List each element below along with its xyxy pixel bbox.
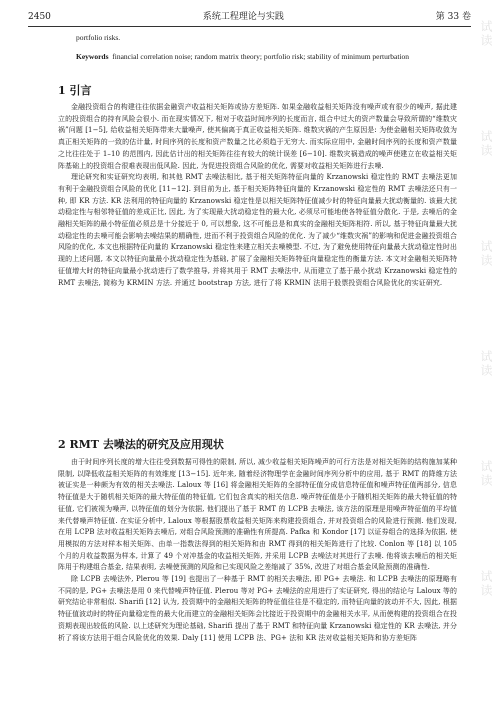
section-2-title: 2 RMT 去噪法的研究及应用现状	[58, 438, 224, 451]
paragraph: 除 LCPB 去噪法外, Plerou 等 [19] 也提出了一种基于 RMT 的相关去噪法, 即 PG+ 去噪法. 和 LCPB 去噪法的原理略有不同的是, PG+ 去噪法是用 0 来代替噪声特征值. Plerou 等对 PG+ 去噪法的应用进行了实证研究, 得出的结论与 Laloux 等的研究结论非常相似. Sharifi [12] 认为, 投资期中的金融相关矩阵的特征值往往是不稳定的, 而特征向量的波动并不大, 因此, 根据特征值波动时的特征向量稳定性的最大化而建立的金融相关矩阵会比接近于投资期中的金融相关水平, 从而使构建的投资组合在投资期表现出较低的风险. 以上述研究为理论基础, Sharifi 提出了基于 RMT 和特征向量 Krzanowski 稳定性的 KR 去噪法, 并分析了将该方法用于组合风险优化的效果. Daly [11] 使用 LCPB 法、PG+ 法和 KR 法对收益相关矩阵和协方差矩阵	[58, 575, 457, 642]
volume-label: 第 33 卷	[435, 12, 471, 22]
watermark: 试读	[479, 460, 493, 488]
section-1-title: 1 引言	[58, 84, 92, 97]
watermark: 试读	[479, 570, 493, 598]
section-2-body	[58, 457, 457, 644]
watermark: 试读	[479, 20, 493, 48]
abstract-tail: portfolio risks.	[76, 33, 121, 42]
watermark: 试读	[479, 240, 493, 268]
keywords-label: Keywords	[76, 52, 109, 61]
page-number: 2450	[28, 12, 51, 22]
section-1-body	[58, 102, 457, 289]
watermark: 试读	[479, 130, 493, 158]
paragraph: 金融投资组合的构建往往依据金融资产收益相关矩阵或协方差矩阵. 如果金融收益相关矩阵没有噪声或有很少的噪声, 据此建立的投资组合的持有风险会很小. 而在现实情况下, 相对于收益时间序列的长度而言, 组合中过大的资产数量会导致所谓的“维数灾祸”问题 [1−5], 给收益相关矩阵带来大量噪声, 使其偏离于真正收益相关矩阵. 维数灾祸的产生原因是: 为使金融相关矩阵收敛为真正相关矩阵的一致的估计量, 时间序列的长度和资产数量之比必须趋于无穷大. 而实际应用中, 金融时间序列的长度和资产数量之比往往处于 1–10 的范围内, 因此估计出的相关矩阵往往有较大的统计误差 [6−10]. 维数灾祸造成的噪声使建立在收益相关矩阵基础上的投资组合很难表现出低风险. 因此, 为促进投资组合风险的优化, 需要对收益相关矩阵进行去噪.	[58, 103, 457, 170]
journal-title: 系统工程理论与实践	[202, 12, 284, 22]
paragraph: 由于时间序列长度的增大往往受到数据可得性的限制, 所以, 减少收益相关矩阵噪声的可行方法是对相关矩阵的结构施加某种限制, 以降低收益相关矩阵的有效维度 [13−15]. 近年来, 随着经济物理学在金融时间序列分析中的应用, 基于 RMT 的降维方法被证实是一种颇为有效的相关去噪法. Laloux 等 [16] 将金融相关矩阵的全部特征值分成信息特征值和噪声特征值两部分, 信息特征值是大于随机相关矩阵的最大特征值的特征值, 它们包含真实的相关信息. 噪声特征值是小于随机相关矩阵的最大特征值的特征值, 它们被视为噪声, 以特征值的划分为依据, 他们提出了基于 RMT 的 LCPB 去噪法, 该方法的原理是用噪声特征值的平均值来代替噪声特征值. 在实证分析中, Laloux 等根据股票收益相关矩阵来构建投资组合, 并对投资组合的风险进行预测. 他们发现, 在用 LCPB 法对收益相关矩阵去噪后, 对组合风险预测的准确性有所提高. Pafka 和 Kondor [17] 以证券组合的选择为依据, 使用模拟的方法对样本相关矩阵、由单一指数法得到的相关矩阵和由 RMT 得到的相关矩阵进行了比较. Conlon 等 [18] 以 105 个月的月收益数据为样本, 计算了 49 个对冲基金的收益相关矩阵, 并采用 LCPB 去噪法对其进行了去噪. 他将该去噪后的相关矩阵用于构建组合基金, 结果表明, 去噪使预测的风险和已实现风险之差缩减了 35%, 改进了对组合基金风险预测的准确性.	[58, 458, 457, 572]
watermark: 试读	[479, 350, 493, 378]
keywords-text: financial correlation noise; random matrix theory; portfolio risk; stability of minimum perturbation	[112, 52, 410, 61]
header-rule	[28, 26, 471, 27]
keywords	[76, 52, 439, 62]
paragraph: 理论研究和实证研究均表明, 和其他 RMT 去噪法相比, 基于相关矩阵特征向量的 Krzanowski 稳定性的 RMT 去噪法更加有利于金融投资组合风险的优化 [11−12]. 到目前为止, 基于相关矩阵特征向量的 Krzanowski 稳定性的 RMT 去噪法还只有一种, 即 KR 方法. KR 法利用的特征向量的 Krzanowski 稳定性是以相关矩阵特征值减少时的特征向量最大扰动衡量的. 该最大扰动稳定性与相邻特征值的差成正比, 因此, 为了实现最大扰动稳定性的最大化, 必须尽可能地使各特征值分散化. 于是, 去噪后的金融相关矩阵的最小特征值必须总是十分接近于 0, 可以想象, 这不可能总是和真实的金融相关矩阵相符. 所以, 基于特征向量最大扰动稳定性的去噪可能会影响去噪结果的精确性, 进而不利于投资组合风险的优化. 为了减少“维数灾祸”的影响和促进金融投资组合风险的优化, 本文也根据特征向量的 Krzanowski 稳定性来建立相关去噪模型. 不过, 为了避免使用特征向量最大扰动稳定性时出现的上述问题, 本文以特征向量最小扰动稳定性为基础, 扩展了金融相关矩阵特征向量稳定性的衡量方法. 本文对金融相关矩阵特征值增大时的特征向量最小扰动进行了数学推导, 并将其用于 RMT 去噪法中, 从而建立了基于最小扰动 Krzanowski 稳定性的 RMT 去噪法, 简称为 KRMIN 方法. 并通过 bootstrap 方法, 进行了将 KRMIN 法用于股票投资组合风险优化的实证研究.	[58, 173, 457, 287]
running-header	[28, 12, 471, 23]
